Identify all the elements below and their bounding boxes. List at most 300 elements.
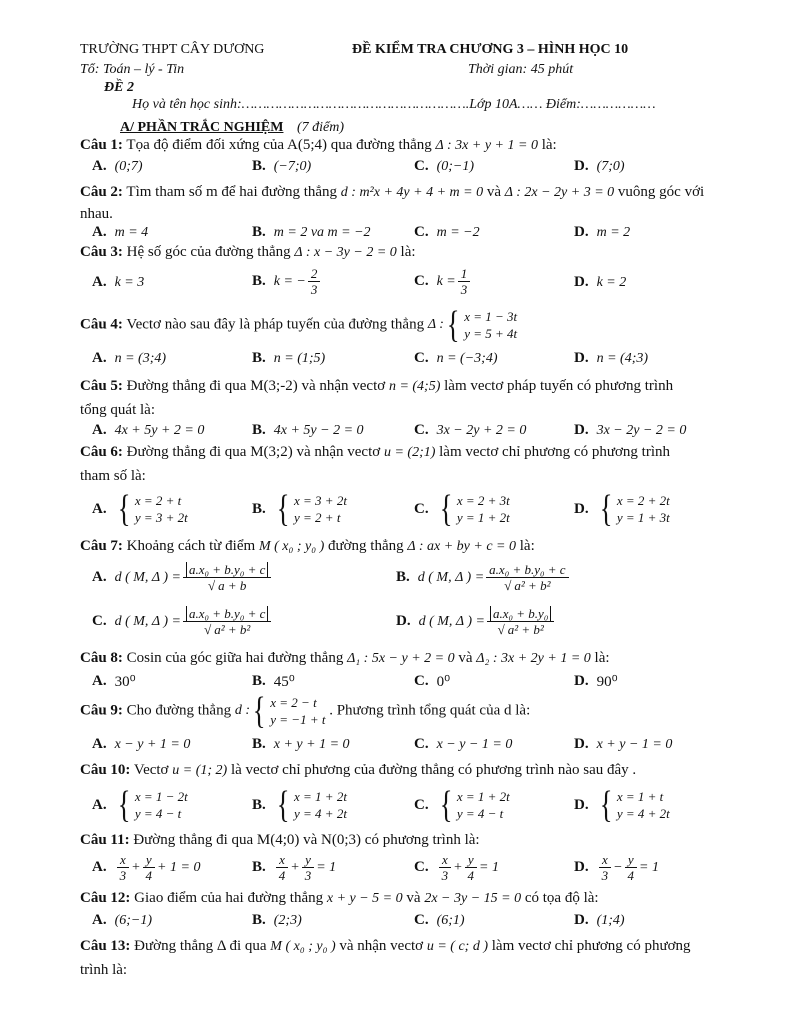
question-text: Tọa độ điểm đối xứng của A(5;4) qua đường thẳng [126,137,432,153]
option-a[interactable] [92,422,204,439]
option-text: x + y + 1 = 0 [273,736,350,752]
question-2 [80,184,704,201]
question-text: Tìm tham số m để hai đường thẳng [126,184,338,200]
option-letter: C. [414,859,429,875]
option-letter: C. [414,422,429,438]
fraction-denominator: a² + b² [211,621,250,637]
question-label: Câu 8: [80,650,123,666]
option-b[interactable] [252,672,295,691]
option-letter: A. [92,500,107,517]
fraction-denominator: 4 [627,868,635,883]
question-math: Δ : x − 3y − 2 = 0 [294,245,397,260]
question-label: Câu 3: [80,244,123,260]
question-text: và [458,650,473,666]
option-letter: B. [396,569,410,585]
option-c[interactable] [414,266,472,297]
option-letter: B. [252,796,266,813]
question-math: Δ₂ : 3x + 2y + 1 = 0 [476,651,591,666]
option-letter: B. [252,500,266,517]
section-title: A/ PHẦN TRẮC NGHIỆM [120,120,284,135]
option-text: n = (1;5) [273,350,326,366]
fraction [458,266,471,297]
fraction: $\frac{\text{a.x₀ + b.y₀}}{\text{√ a² + b²}}$ [487,606,554,637]
question-math: Δ : 2x − 2y + 3 = 0 [504,185,615,200]
fraction-numerator: x [599,852,611,868]
question-text: là vectơ chỉ phương của đường thẳng có phương trình nào sau đây . [230,762,637,778]
option-c[interactable] [414,672,450,691]
option-d[interactable] [574,786,670,824]
option-a[interactable] [92,736,190,753]
question-math: d : m²x + 4y + 4 + m = 0 [340,185,484,200]
system-line: x = 1 + t [616,789,664,804]
question-label: Câu 5: [80,378,123,394]
q10-options [80,786,760,828]
q3-options [80,266,760,306]
question-math: 2x − 3y − 15 = 0 [424,891,522,906]
question-label: Câu 10: [80,762,131,778]
option-a[interactable] [92,672,136,691]
option-c[interactable] [414,158,474,175]
option-d[interactable] [574,350,648,367]
option-b[interactable] [252,266,322,297]
option-text: 3x − 2y − 2 = 0 [596,422,687,438]
option-letter: B. [252,273,266,289]
option-d[interactable] [574,736,672,753]
system-prefix: Δ : [427,317,444,332]
system-line: y = 2 + t [294,510,341,525]
option-letter: C. [414,673,429,689]
fraction-denominator: 4 [278,868,286,883]
option-text: m = 4 [114,224,149,240]
option-text: x − y − 1 = 0 [436,736,513,752]
option-text: (2;3) [273,912,302,928]
option-letter: B. [252,859,266,875]
option-a[interactable] [92,852,200,883]
question-text: Giao điểm của hai đường thẳng [134,890,324,906]
question-math: u = (1; 2) [172,763,228,778]
option-text: (6;−1) [114,912,153,928]
fraction-denominator: 3 [304,868,312,883]
option-a[interactable] [92,224,148,241]
exam-time: Thời gian: 45 phút [468,62,574,77]
option-a[interactable] [92,274,144,291]
option-c[interactable] [414,736,512,753]
fraction-denominator: 3 [310,282,318,297]
q4-options [80,350,760,380]
system-line: y = 3 + 2t [134,510,188,525]
question-text: và [406,890,421,906]
option-a[interactable] [92,490,188,528]
option-c[interactable] [414,852,499,883]
option-letter: B. [252,350,266,366]
option-letter: B. [252,673,266,689]
option-c[interactable] [414,422,526,439]
question-text: làm vectơ chỉ phương có phương [491,938,691,954]
q7-options-ab [80,562,760,600]
system-line: x = 1 + 2t [456,789,510,804]
question-text: Khoảng cách từ điểm [126,538,256,554]
option-text: (0;−1) [436,158,475,174]
question-5-continued: tổng quát là: [80,402,155,418]
option-letter: D. [574,500,589,517]
question-12 [80,890,599,907]
option-b[interactable] [252,852,336,883]
option-letter: D. [574,673,589,689]
option-c[interactable] [414,490,510,528]
fraction-denominator: 3 [601,868,609,883]
question-text: Cosin của góc giữa hai đường thẳng [126,650,344,666]
question-label: Câu 11: [80,832,130,848]
option-b[interactable] [252,422,364,439]
option-d[interactable] [574,672,618,691]
fraction-numerator: y [465,852,477,868]
option-a[interactable] [92,562,273,593]
option-b[interactable] [252,224,371,241]
question-text: Vectơ nào sau đây là pháp tuyến của đường thẳng [126,316,425,333]
system-line: y = 1 + 2t [456,510,510,525]
fraction-denominator: 3 [119,868,127,883]
option-letter: D. [574,796,589,813]
option-d[interactable] [396,606,556,637]
option-d[interactable] [574,224,630,241]
option-b[interactable] [252,158,311,175]
option-text: x + y − 1 = 0 [596,736,673,752]
option-text: 4x + 5y + 2 = 0 [114,422,205,438]
option-letter: A. [92,912,107,928]
option-letter: C. [92,613,107,629]
option-a[interactable] [92,786,188,824]
question-10 [80,762,636,779]
question-3 [80,244,416,261]
fraction-denominator: a² + b² [511,577,550,593]
system-line: x = 2 + 2t [616,493,670,508]
option-b[interactable] [396,562,571,593]
question-11 [80,832,480,849]
brace-icon: { [117,784,131,826]
fraction-numerator: y [625,852,637,868]
option-text: (0;7) [114,158,143,174]
student-info-line: Họ và tên học sinh:……………………………………………….Lớp 10A…… Điểm:……………… [132,97,656,112]
question-math: u = (2;1) [383,445,436,460]
option-text: m = −2 [436,224,480,240]
option-letter: D. [574,224,589,240]
question-text: làm vectơ chỉ phương có phương trình [439,444,670,460]
option-letter: C. [414,912,429,928]
question-label: Câu 6: [80,444,123,460]
system-line: y = 4 + 2t [294,806,347,821]
question-label: Câu 4: [80,316,123,333]
option-text: (6;1) [436,912,465,928]
system-line: x = 3 + 2t [294,493,347,508]
question-text: là: [519,538,535,554]
option-text: 30⁰ [114,674,136,690]
question-text: Đường thẳng đi qua M(4;0) và N(0;3) có phương trình là: [133,832,480,848]
option-letter: B. [252,224,266,240]
question-math: M ( x₀ ; y₀ ) [258,539,325,554]
fraction [439,852,452,883]
option-letter: C. [414,224,429,240]
section-heading [120,120,344,136]
q11-options [80,852,760,888]
question-1 [80,137,557,154]
option-text: = 1 [316,859,337,875]
option-text: 3x − 2y + 2 = 0 [436,422,527,438]
option-text: d ( M, Δ ) = [418,613,485,629]
fraction: $\frac{\text{a.x₀ + b.y₀ + c}}{√ a + b}$ [183,562,271,593]
question-text: vuông góc với [617,184,705,200]
question-text: là: [594,650,610,666]
fraction-denominator: 4 [145,868,153,883]
question-5 [80,378,673,395]
option-letter: D. [574,736,589,752]
question-text: . Phương trình tổng quát của d là: [329,702,531,719]
fraction [308,266,321,297]
system-line: y = 4 + 2t [616,806,670,821]
option-b[interactable] [252,786,347,824]
option-b[interactable] [252,912,302,929]
question-text: và nhận vectơ [339,938,424,954]
option-letter: D. [574,912,589,928]
question-13-continued: trình là: [80,962,128,978]
option-a[interactable] [92,158,143,175]
option-letter: A. [92,224,107,240]
option-letter: D. [574,274,589,290]
fraction-numerator: x [439,852,451,868]
question-4 [80,306,517,344]
option-d[interactable] [574,274,626,291]
fraction [276,852,289,883]
question-math: x + y − 5 = 0 [326,891,403,906]
option-d[interactable] [574,852,659,883]
option-letter: D. [396,613,411,629]
option-letter: C. [414,273,429,289]
question-7 [80,538,535,555]
question-math: Δ : 3x + y + 1 = 0 [435,138,538,153]
fraction-denominator: 3 [441,868,449,883]
operator: + [453,859,463,875]
option-letter: D. [574,422,589,438]
option-letter: A. [92,569,107,585]
option-a[interactable] [92,912,152,929]
fraction: $\frac{\text{a.x₀ + b.y₀ + c}}{\text{√ a² + b²}}$ [486,562,568,593]
option-a[interactable] [92,350,166,367]
option-text: d ( M, Δ ) = [114,569,181,585]
option-letter: B. [252,912,266,928]
fraction-denominator: a + b [215,577,246,593]
option-b[interactable] [252,736,350,753]
question-label: Câu 7: [80,538,123,554]
option-text: d ( M, Δ ) = [114,613,181,629]
option-b[interactable] [252,350,325,367]
fraction-numerator: a.x₀ + b.y₀ + c [186,562,268,577]
option-text: d ( M, Δ ) = [417,569,485,585]
option-text: (1;4) [596,912,625,928]
q6-options [80,490,760,532]
fraction-numerator: x [117,852,129,868]
system-line: y = 4 − t [456,806,504,821]
question-text: đường thẳng [328,538,404,554]
question-label: Câu 13: [80,938,131,954]
fraction-numerator: 1 [458,266,471,282]
system-line: x = 1 − 2t [134,789,188,804]
question-math: M ( x₀ ; y₀ ) [270,939,336,954]
option-letter: C. [414,736,429,752]
option-letter: A. [92,673,107,689]
question-text: Đường thẳng Δ đi qua [134,938,267,954]
fraction-numerator: x [276,852,288,868]
option-letter: A. [92,422,107,438]
fraction [625,852,638,883]
option-letter: C. [414,796,429,813]
fraction-denominator: 4 [467,868,475,883]
option-text: x − y + 1 = 0 [114,736,191,752]
system-line: y = 1 + 3t [616,510,670,525]
fraction-numerator: a.x₀ + b.y₀ [490,606,551,621]
option-letter: B. [252,422,266,438]
fraction-numerator: a.x₀ + b.y₀ + c [486,562,568,578]
question-8 [80,650,610,667]
exam-version: ĐỀ 2 [104,80,134,95]
option-text: (7;0) [596,158,625,174]
brace-icon: { [599,784,613,826]
question-text: có tọa độ là: [524,890,599,906]
question-text: và [486,184,501,200]
option-letter: A. [92,274,107,290]
option-c[interactable] [92,606,273,637]
option-letter: A. [92,158,107,174]
brace-icon: { [446,304,460,346]
option-c[interactable] [414,786,510,824]
operator: − [613,859,623,875]
question-math: Δ₁ : 5x − y + 2 = 0 [347,651,455,666]
brace-icon: { [599,488,613,530]
option-b[interactable] [252,490,347,528]
system-line: x = 2 + 3t [456,493,510,508]
option-c[interactable] [414,350,497,367]
option-d[interactable] [574,490,670,528]
option-letter: A. [92,736,107,752]
option-text: = 1 [639,859,659,875]
department: Tổ: Toán – lý - Tin [80,62,185,77]
system-prefix: d : [234,703,250,718]
option-text: n = (−3;4) [436,350,498,366]
option-text: + 1 = 0 [157,859,201,875]
fraction-numerator: y [302,852,314,868]
brace-icon: { [276,488,290,530]
question-text: Cho đường thẳng [126,702,232,719]
option-text: 45⁰ [273,674,295,690]
system-line: x = 2 + t [134,493,182,508]
option-letter: D. [574,350,589,366]
question-math: u = ( c; d ) [426,939,488,954]
equation-system [235,692,326,730]
question-text: Vectơ [133,762,169,778]
question-2-continued: nhau. [80,206,113,222]
option-text: k = 2 [596,274,627,290]
brace-icon: { [117,488,131,530]
question-text: làm vectơ pháp tuyến có phương trình [444,378,674,394]
option-text: m = 2 va m = −2 [273,224,371,240]
fraction [143,852,156,883]
q7-options-cd [80,606,760,646]
question-text: Hệ số góc của đường thẳng [126,244,291,260]
question-6-continued: tham số là: [80,468,146,484]
option-text: = 1 [479,859,499,875]
equation-system [428,306,517,344]
section-points: (7 điểm) [296,120,345,135]
option-letter: C. [414,350,429,366]
fraction [599,852,612,883]
option-d[interactable] [574,912,625,929]
brace-icon: { [276,784,290,826]
system-line: x = 1 + 2t [294,789,347,804]
brace-icon: { [252,690,266,732]
option-letter: B. [252,736,266,752]
brace-icon: { [439,488,453,530]
option-letter: A. [92,796,107,813]
option-letter: C. [414,158,429,174]
option-letter: A. [92,859,107,875]
question-6 [80,444,670,461]
exam-title: ĐỀ KIỂM TRA CHƯƠNG 3 – HÌNH HỌC 10 [352,42,629,57]
system-line: x = 1 − 3t [464,309,518,324]
system-line: y = −1 + t [270,712,326,727]
option-d[interactable] [574,158,625,175]
fraction: $\frac{\text{a.x₀ + b.y₀ + c}}{\text{√ a² + b²}}$ [183,606,271,637]
question-13 [80,938,691,955]
option-text: k = 3 [114,274,145,290]
fraction [117,852,130,883]
question-label: Câu 12: [80,890,131,906]
question-text: Đường thẳng đi qua M(3;-2) và nhận vectơ [126,378,386,394]
fraction [465,852,478,883]
option-text: k = [436,273,456,289]
fraction-numerator: 2 [308,266,321,282]
system-line: y = 4 − t [134,806,182,821]
fraction [302,852,315,883]
school-name: TRƯỜNG THPT CÂY DƯƠNG [80,42,265,57]
option-c[interactable] [414,224,480,241]
option-letter: D. [574,158,589,174]
fraction-denominator: a² + b² [505,621,544,637]
question-text: là: [400,244,416,260]
option-d[interactable] [574,422,686,439]
fraction-denominator: 3 [460,282,468,297]
option-letter: D. [574,859,589,875]
operator: + [131,859,141,875]
option-text: 4x + 5y − 2 = 0 [273,422,364,438]
option-text: n = (4;3) [596,350,649,366]
question-label: Câu 9: [80,702,123,719]
question-text: là: [541,137,557,153]
question-label: Câu 2: [80,184,123,200]
option-text: m = 2 [596,224,631,240]
question-9 [80,692,530,730]
option-letter: A. [92,350,107,366]
option-c[interactable] [414,912,465,929]
operator: + [290,859,300,875]
option-text: 90⁰ [596,674,618,690]
option-text: n = (3;4) [114,350,167,366]
question-label: Câu 1: [80,137,123,153]
brace-icon: { [439,784,453,826]
option-letter: C. [414,500,429,517]
option-text: 0⁰ [436,674,451,690]
option-text: (−7;0) [273,158,312,174]
option-text: k = − [273,273,306,289]
question-text: Đường thẳng đi qua M(3;2) và nhận vectơ [126,444,381,460]
option-letter: B. [252,158,266,174]
